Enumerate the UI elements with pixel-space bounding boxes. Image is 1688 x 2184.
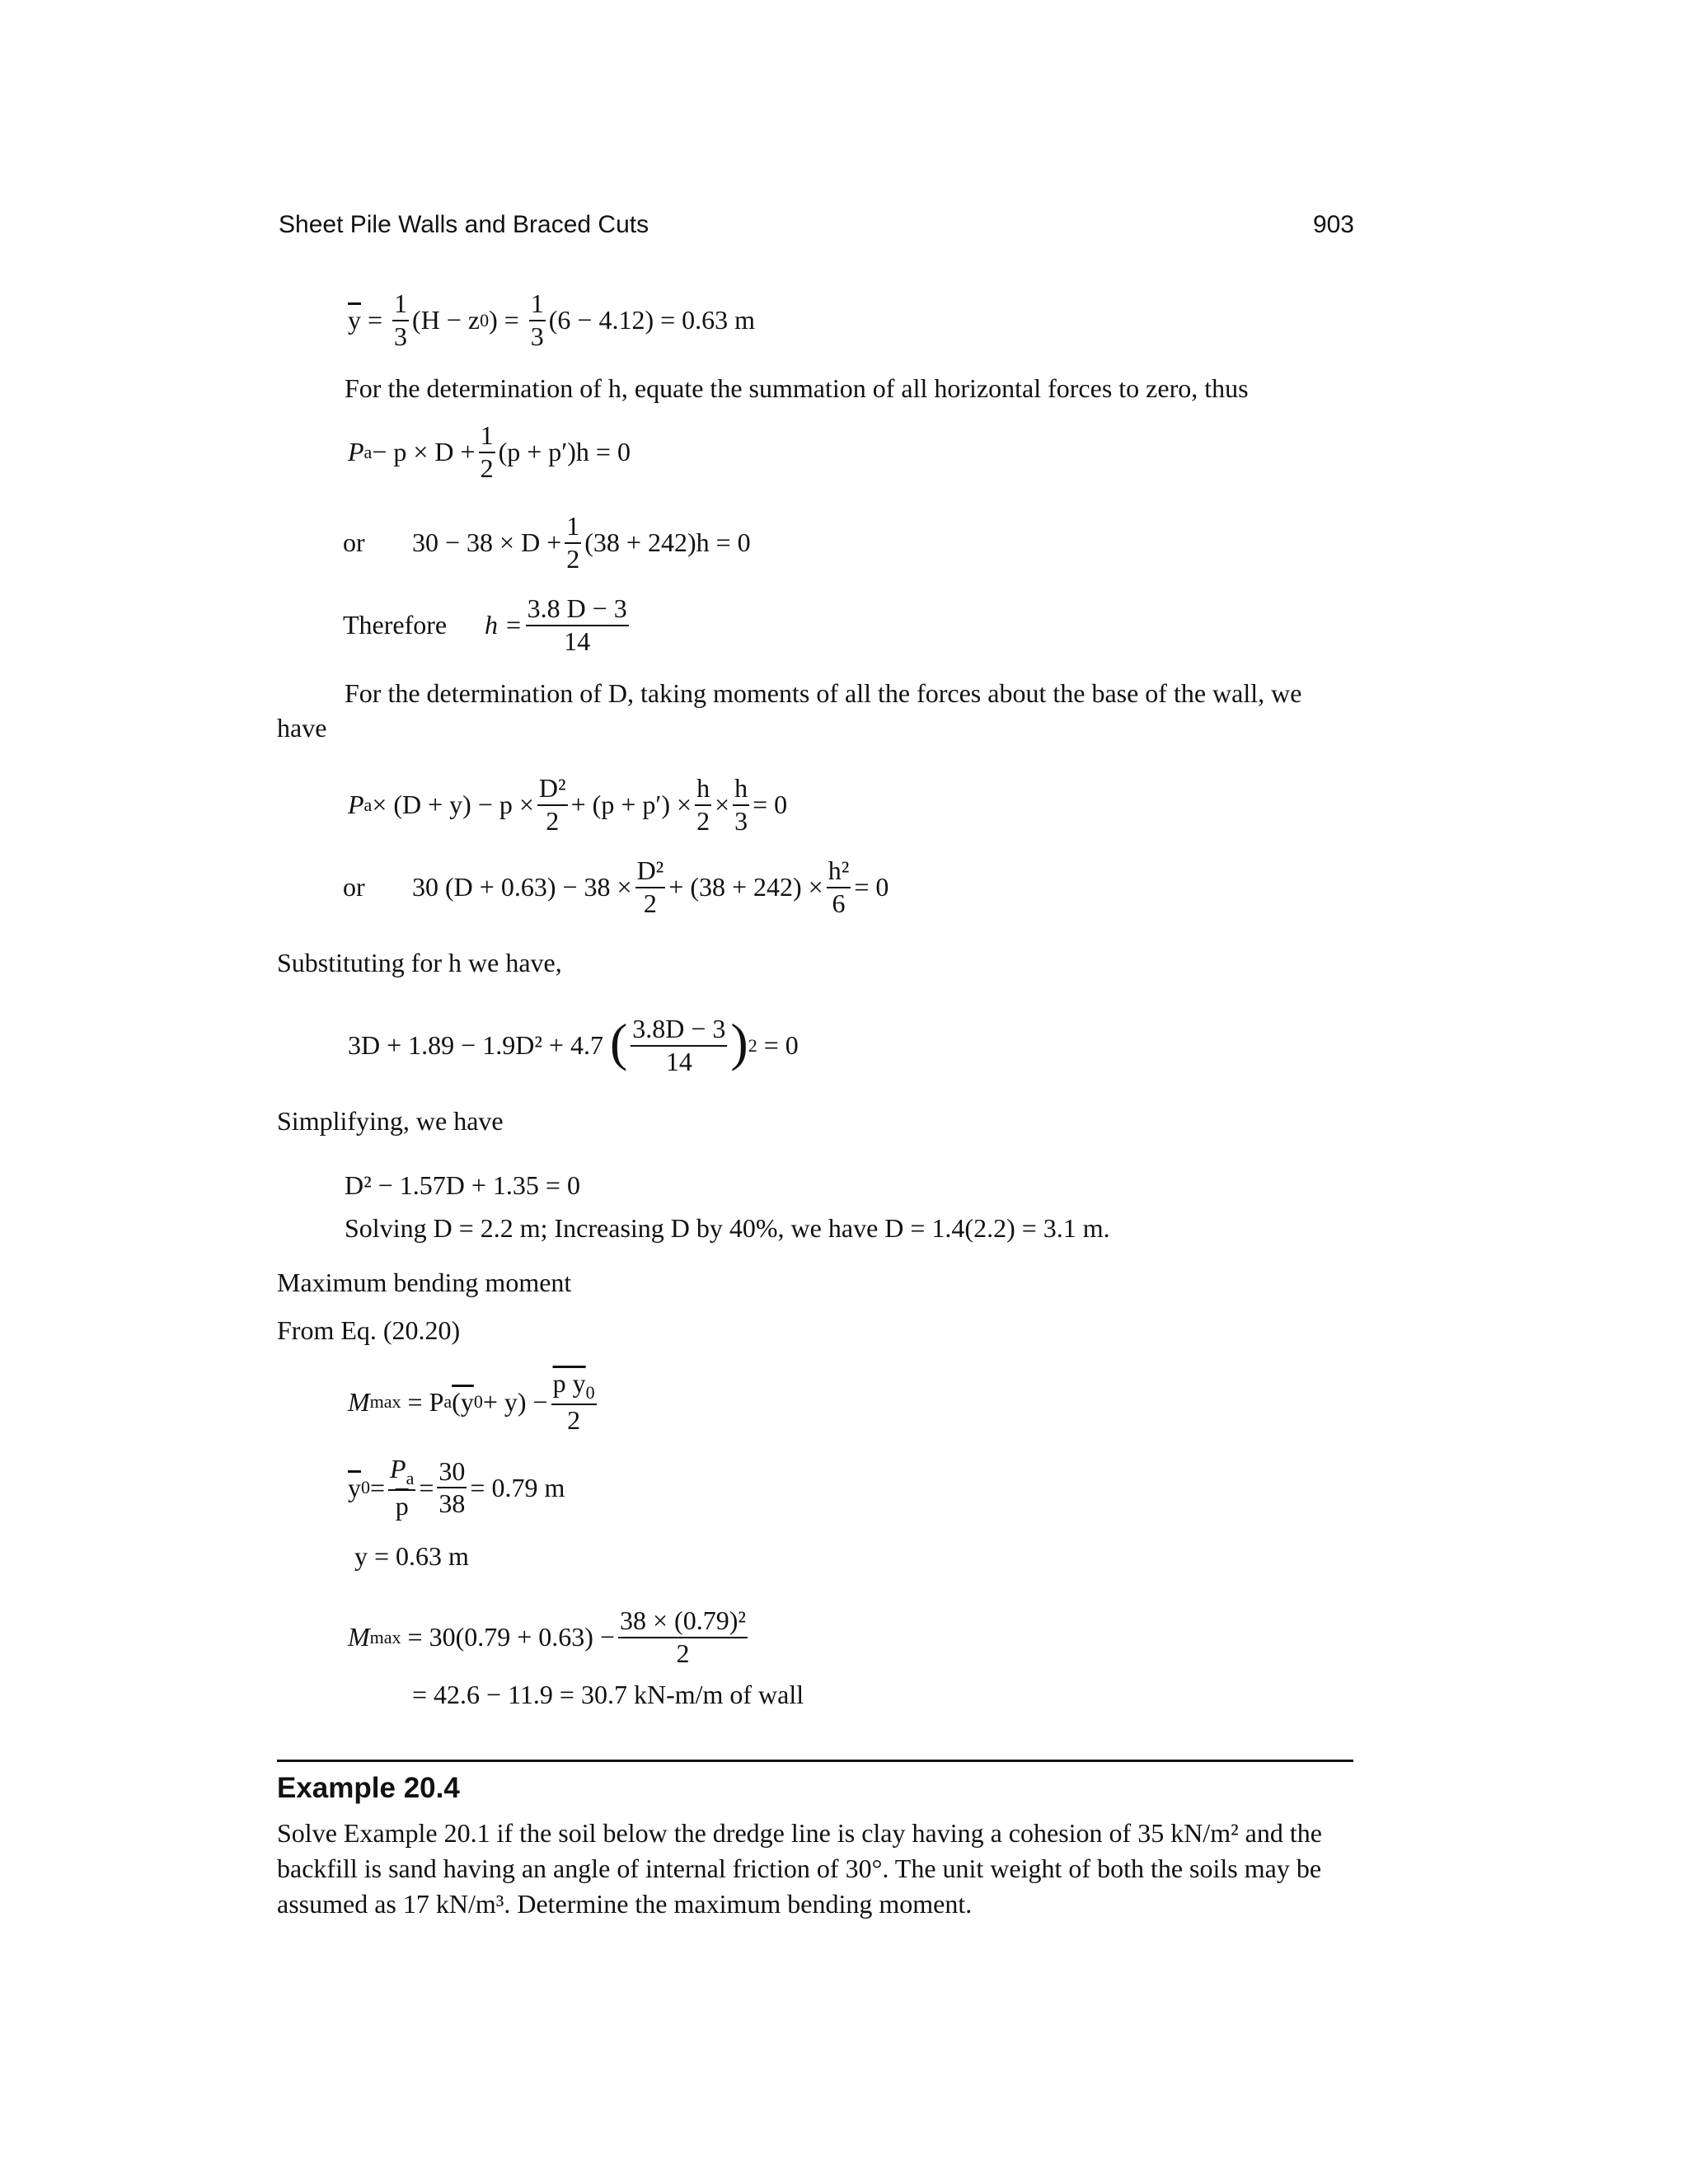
fraction: $\frac{\text{h²}}{6}$ <box>828 855 850 918</box>
equation-force-numeric: or 30 − 38 × D + $\frac{1}{2}$ (38 + 242)h = 0 <box>343 511 751 574</box>
fraction: $\frac{h}{2}$ <box>696 773 710 836</box>
line-simplifying: Simplifying, we have <box>277 1106 504 1136</box>
line-substituting: Substituting for h we have, <box>277 948 562 977</box>
equation-y0: $\overline{y}$ 0 = $\frac{P_a}{p}$ = $\frac{30}{38}$ = 0.79 m <box>348 1454 565 1521</box>
equation-mmax-result: = 42.6 − 11.9 = 30.7 kN-m/m of wall <box>412 1680 804 1709</box>
paragraph-h: For the determination of h, equate the summation of all horizontal forces to zero, thus <box>345 373 1249 403</box>
equation-quadratic: D² − 1.57D + 1.35 = 0 <box>345 1170 580 1200</box>
fraction: $\frac{P_a}{p}$ <box>390 1454 415 1521</box>
fraction: $\frac{\text{D²}}{2}$ <box>636 855 664 918</box>
example-title: Example 20.4 <box>277 1772 460 1804</box>
equation-substituted: 3D + 1.89 − 1.9D² + 4.7 ( $\frac{3.8D - 3}{14}$ ) 2 = 0 <box>348 1012 799 1076</box>
equation-mmax-numeric: M max = 30(0.79 + 0.63) − $\frac{\text{38 × (0.79)²}}{2}$ <box>348 1605 746 1668</box>
equation-force: P a − p × D + $\frac{1}{2}$ (p + p′)h = 0 <box>348 420 631 483</box>
paragraph-d: For the determination of D, taking moments of all the forces about the base of the wall, we have <box>277 678 1302 743</box>
section-divider <box>277 1760 1353 1762</box>
equation-h: Therefore h = $\frac{3.8 D - 3}{14}$ <box>343 593 627 656</box>
fraction: $\frac{1}{3}$ <box>530 288 544 351</box>
fraction: $\frac{1}{2}$ <box>480 420 494 483</box>
fraction: $\frac{h}{3}$ <box>734 773 748 836</box>
fraction: $\frac{3.8D - 3}{14}$ <box>632 1014 726 1076</box>
fraction: $\frac{1}{2}$ <box>566 511 580 574</box>
line-solving: Solving D = 2.2 m; Increasing D by 40%, we have D = 1.4(2.2) = 3.1 m. <box>345 1213 1110 1243</box>
fraction: $\frac{p y_0}{2}$ <box>552 1368 595 1436</box>
fraction: $\frac{1}{3}$ <box>394 288 408 351</box>
equation-ybar: $\overline{y}$ = $\frac{1}{3}$ (H − z 0 ) = $\frac{1}{3}$ (6 − 4.12) = 0.63 m <box>348 288 756 351</box>
fraction: $\frac{\text{38 × (0.79)²}}{2}$ <box>620 1605 746 1668</box>
equation-moment-numeric: or 30 (D + 0.63) − 38 × $\frac{\text{D²}}{2}$ + (38 + 242) × $\frac{\text{h²}}{6}$ = 0 <box>343 855 889 918</box>
fraction: $\frac{30}{38}$ <box>438 1455 466 1519</box>
running-title: Sheet Pile Walls and Braced Cuts <box>279 211 649 238</box>
line-max-moment: Maximum bending moment <box>277 1268 572 1297</box>
equation-ybar-value: y = 0.63 m <box>354 1541 469 1571</box>
equation-mmax: M max = P a (y 0 + y) − $\frac{p y_0}{2}$ <box>348 1368 595 1436</box>
page-number: 903 <box>1312 211 1354 238</box>
example-body: Solve Example 20.1 if the soil below the dredge line is clay having a cohesion of 35 kN/m² and the backfill is sand having an angle of internal friction of 30°. The unit weight of both the soils may be assumed as 17 kN/m³. Determine the maximum bending moment. <box>277 1818 1322 1919</box>
fraction: $\frac{\text{D²}}{2}$ <box>538 773 566 836</box>
line-from-eq: From Eq. (20.20) <box>277 1315 461 1345</box>
fraction: $\frac{3.8 D - 3}{14}$ <box>527 593 627 656</box>
equation-moment: P a × (D + y) − p × $\frac{\text{D²}}{2}$ + (p + p′) × $\frac{h}{2}$ × $\frac{h}{3}$ = 0 <box>348 773 788 836</box>
